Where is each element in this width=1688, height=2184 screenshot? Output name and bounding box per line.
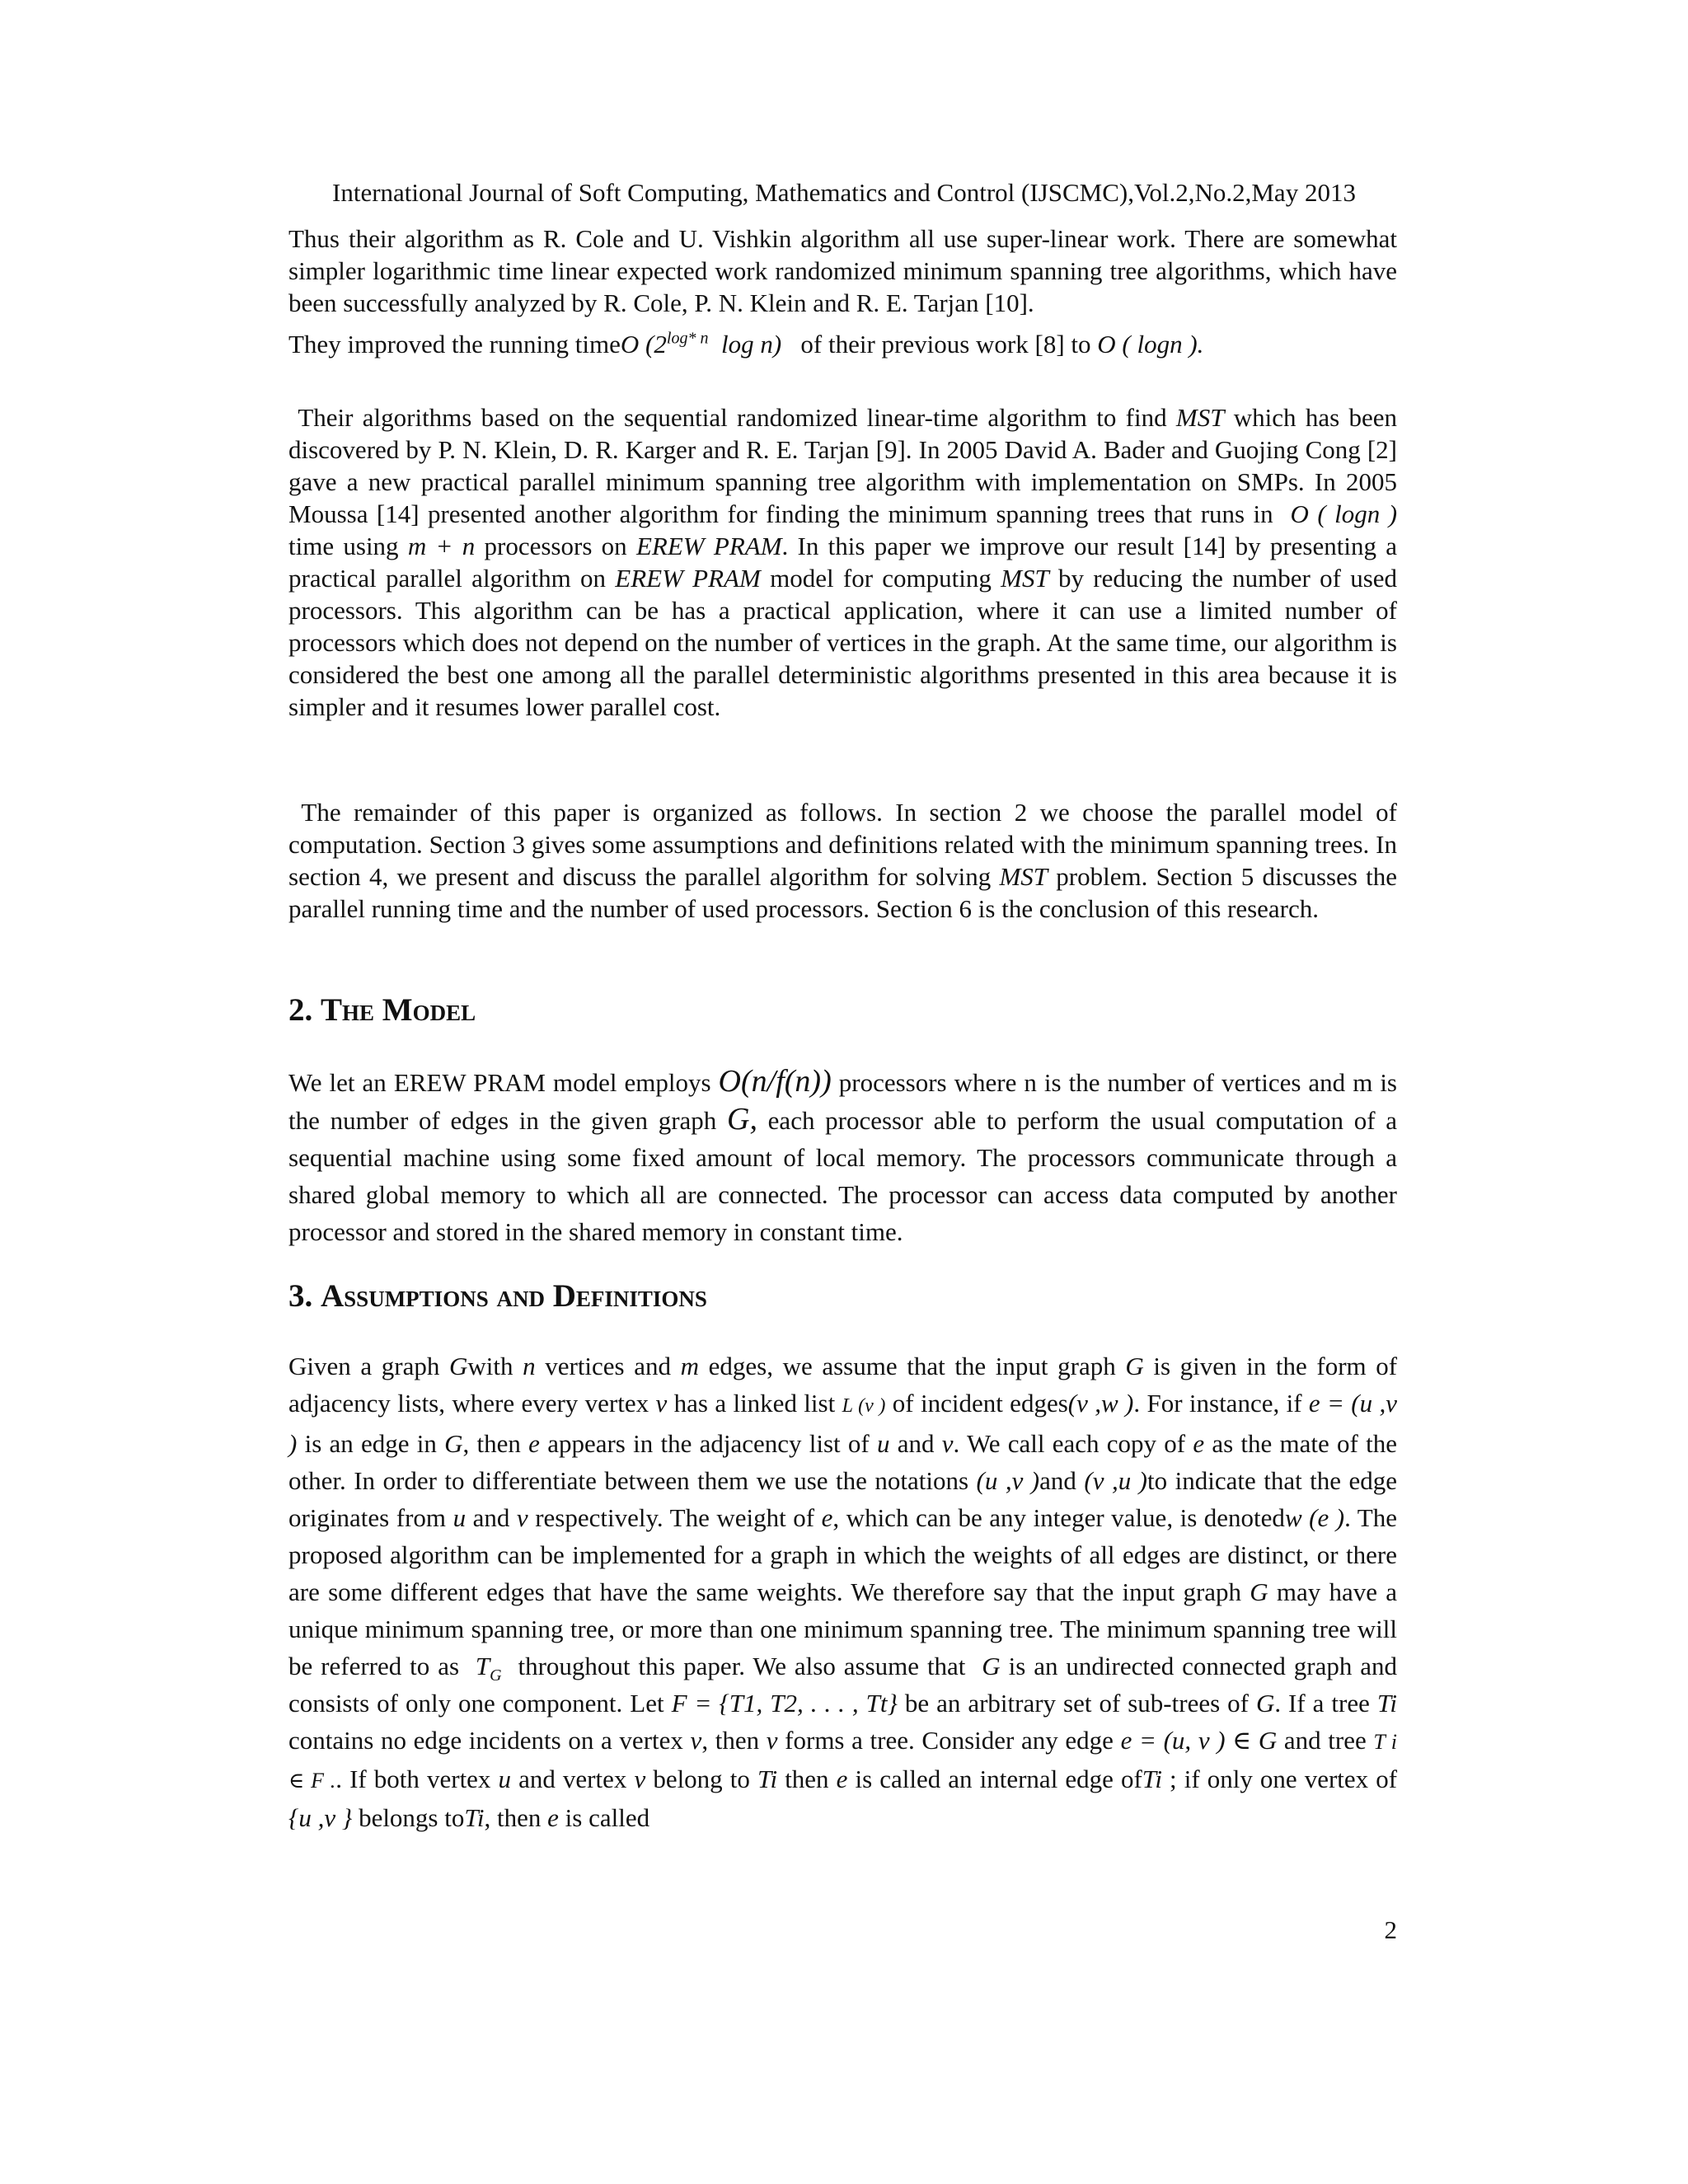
text: may have a unique minimum spanning tree, or more than one minimum spanning tree. The minimum spanning tree will be referred to as <box>288 1577 1397 1680</box>
formula: (v ,w ) <box>1067 1389 1134 1418</box>
text: , then <box>701 1726 760 1755</box>
term-mst: MST <box>1001 564 1049 593</box>
text: each processor able to perform the usual computation of a sequential machine using some fixed amount of local memory. The processors communicate through a shared global memory to which all are connected. The processor can access data computed by another processor and stored in the shared memory in constant time. <box>288 1106 1397 1246</box>
text: . For instance, if <box>1133 1389 1302 1418</box>
text: . If both vertex <box>335 1765 491 1793</box>
section-heading-assumptions <box>288 1277 707 1315</box>
section-heading-model <box>288 991 476 1029</box>
formula-sup: log* n <box>666 329 709 348</box>
symbol: m <box>680 1352 700 1380</box>
paragraph-model <box>288 1063 1397 1250</box>
symbol: v <box>655 1389 668 1418</box>
text: problem. Section 5 discusses the parallel running time and the number of used processors. Section 6 is the conclusion of this research. <box>288 862 1398 923</box>
term-mst: MST <box>1175 403 1225 432</box>
paragraph-1-text: Thus their algorithm as R. Cole and U. Vishkin algorithm all use super-linear work. There are somewhat simpler logarithmic time linear expected work randomized minimum spanning tree algorithms, which have been successfully analyzed by R. Cole, P. N. Klein and R. E. Tarjan [10]. <box>288 224 1397 317</box>
text: throughout this paper. We also assume that <box>518 1652 966 1680</box>
text: Their algorithms based on the sequential randomized linear-time algorithm to find <box>298 403 1167 432</box>
text: has a linked list <box>673 1389 836 1418</box>
formula: (v ,u ) <box>1084 1466 1148 1495</box>
text: with <box>467 1352 513 1380</box>
text: be an arbitrary set of sub-trees of <box>904 1689 1249 1718</box>
symbol: G <box>1125 1352 1144 1380</box>
symbol: Ti <box>1376 1689 1398 1718</box>
paragraph-assumptions <box>288 1347 1397 1836</box>
text: , then <box>462 1429 521 1458</box>
formula: log n) <box>720 330 782 359</box>
text: . We call each copy of <box>953 1429 1186 1458</box>
text: and <box>1039 1466 1076 1495</box>
text: to indicate that the edge originates from <box>288 1466 1398 1532</box>
text: appears in the adjacency list of <box>547 1429 870 1458</box>
text: , then <box>484 1803 542 1832</box>
text: vertices and <box>545 1352 671 1380</box>
formula: O ( logn ). <box>1097 330 1204 359</box>
text: and vertex <box>518 1765 627 1793</box>
symbol: Ti <box>757 1765 778 1793</box>
symbol: n <box>523 1352 536 1380</box>
symbol: G <box>448 1352 468 1380</box>
formula: {u ,v } <box>288 1803 353 1832</box>
paragraph-3 <box>288 796 1397 925</box>
symbol: v <box>516 1503 528 1532</box>
symbol: T <box>475 1652 490 1680</box>
section-title: Assumptions and Definitions <box>321 1278 707 1314</box>
text: . The proposed algorithm can be implemented for a graph in which the weights of all edges are distinct, or there are some different edges that have the same weights. We therefore say that the input graph <box>288 1503 1397 1606</box>
text: They improved the running time <box>288 330 621 359</box>
paragraph-1 <box>288 223 1397 319</box>
text: as the mate of the other. In order to differentiate between them we use the notations <box>288 1429 1397 1495</box>
text: contains no edge incidents on a vertex <box>288 1726 683 1755</box>
text: is an undirected connected graph and consists of only one component. Let <box>288 1652 1398 1718</box>
section-number: 2. <box>288 992 313 1028</box>
symbol: e <box>821 1503 833 1532</box>
symbol: G <box>444 1429 463 1458</box>
term-mst: MST <box>999 862 1048 891</box>
text: is called an internal edge of <box>855 1765 1142 1793</box>
paragraph-2 <box>288 401 1397 723</box>
section-title: The Model <box>321 992 476 1028</box>
formula: e = (u ,v ) <box>288 1389 1398 1458</box>
symbol: e <box>1193 1429 1205 1458</box>
symbol: G <box>1250 1577 1268 1606</box>
text: then <box>785 1765 829 1793</box>
symbol: e <box>547 1803 559 1832</box>
formula: O ( logn ) <box>1290 499 1398 528</box>
formula: w (e ) <box>1284 1503 1345 1532</box>
symbol: u <box>876 1429 890 1458</box>
symbol: u <box>498 1765 512 1793</box>
text: belongs to <box>359 1803 465 1832</box>
symbol: u <box>452 1503 467 1532</box>
formula: G, <box>727 1102 757 1137</box>
formula: T i ∈ F . <box>288 1730 1398 1793</box>
symbol: e <box>528 1429 540 1458</box>
text: model for computing <box>770 564 992 593</box>
formula: O(n/f(n)) <box>718 1064 832 1099</box>
text: forms a tree. Consider any edge <box>785 1726 1114 1755</box>
symbol: Ti <box>1142 1765 1162 1793</box>
text: ; if only one vertex of <box>1170 1765 1398 1793</box>
page-number: 2 <box>1384 1915 1397 1944</box>
symbol-sub: G <box>490 1666 502 1685</box>
text: Given a graph <box>288 1352 440 1380</box>
formula: m + n <box>407 532 476 560</box>
text: . In this paper we improve our result [14] by presenting a practical parallel algorithm on <box>288 532 1398 593</box>
journal-header: International Journal of Soft Computing, Mathematics and Control (IJSCMC),Vol.2,No.2,May 2013 <box>332 178 1356 207</box>
text: is an edge in <box>304 1429 437 1458</box>
formula: F = {T1, T2, . . . , Tt} <box>671 1689 898 1718</box>
text: of incident edges <box>892 1389 1068 1418</box>
symbol: v <box>766 1726 778 1755</box>
formula: (u ,v ) <box>976 1466 1040 1495</box>
formula: e = (u, v ) ∈ G <box>1120 1726 1278 1755</box>
text: and tree <box>1283 1726 1367 1755</box>
symbol: e <box>836 1765 848 1793</box>
text: edges, we assume that the input graph <box>708 1352 1116 1380</box>
text: The remainder of this paper is organized as follows. In section 2 we choose the parallel model of computation. Section 3 gives some assumptions and definitions related with the minimum spanning trees. In section 4, we present and discuss the parallel algorithm for solving <box>288 798 1397 891</box>
text: is called <box>565 1803 650 1832</box>
text: respectively. The weight of <box>535 1503 815 1532</box>
text: and <box>472 1503 510 1532</box>
term-erew: EREW PRAM <box>615 564 761 593</box>
text: , which can be any integer value, is denoted <box>832 1503 1285 1532</box>
formula: O (2 <box>620 330 667 359</box>
text: processors where n is the number of vertices and m is the number of edges in the given graph <box>288 1068 1397 1135</box>
text: belong to <box>653 1765 750 1793</box>
symbol: G <box>1255 1689 1275 1718</box>
text: We let an EREW PRAM model employs <box>288 1068 711 1097</box>
section-number: 3. <box>288 1278 313 1314</box>
term-erew: EREW PRAM <box>635 532 782 560</box>
symbol: Ti <box>464 1803 485 1832</box>
symbol: v <box>690 1726 702 1755</box>
symbol: v <box>941 1429 954 1458</box>
paragraph-1-line2 <box>288 328 1397 360</box>
formula: L (v ) <box>842 1395 886 1417</box>
symbol: v <box>634 1765 646 1793</box>
text: . If a tree <box>1274 1689 1370 1718</box>
text: of their previous work [8] to <box>800 330 1091 359</box>
text: is given in the form of adjacency lists, where every vertex <box>288 1352 1398 1418</box>
text: and <box>897 1429 935 1458</box>
text: by reducing the number of used processors. This algorithm can be has a practical application, where it can use a limited number of processors which does not depend on the number of vertices in the graph. At the same time, our algorithm is considered the best one among all the parallel deterministic algorithms presented in this area because it is simpler and it resumes lower parallel cost. <box>288 564 1398 721</box>
text: processors on <box>484 532 627 560</box>
text: time using <box>288 532 399 560</box>
text: which has been discovered by P. N. Klein, D. R. Karger and R. E. Tarjan [9]. In 2005 David A. Bader and Guojing Cong [2] gave a new practical parallel minimum spanning tree algorithm with implementation on SMPs. In 2005 Moussa [14] presented another algorithm for finding the minimum spanning trees that runs in <box>288 403 1398 528</box>
symbol: G <box>982 1652 1001 1680</box>
